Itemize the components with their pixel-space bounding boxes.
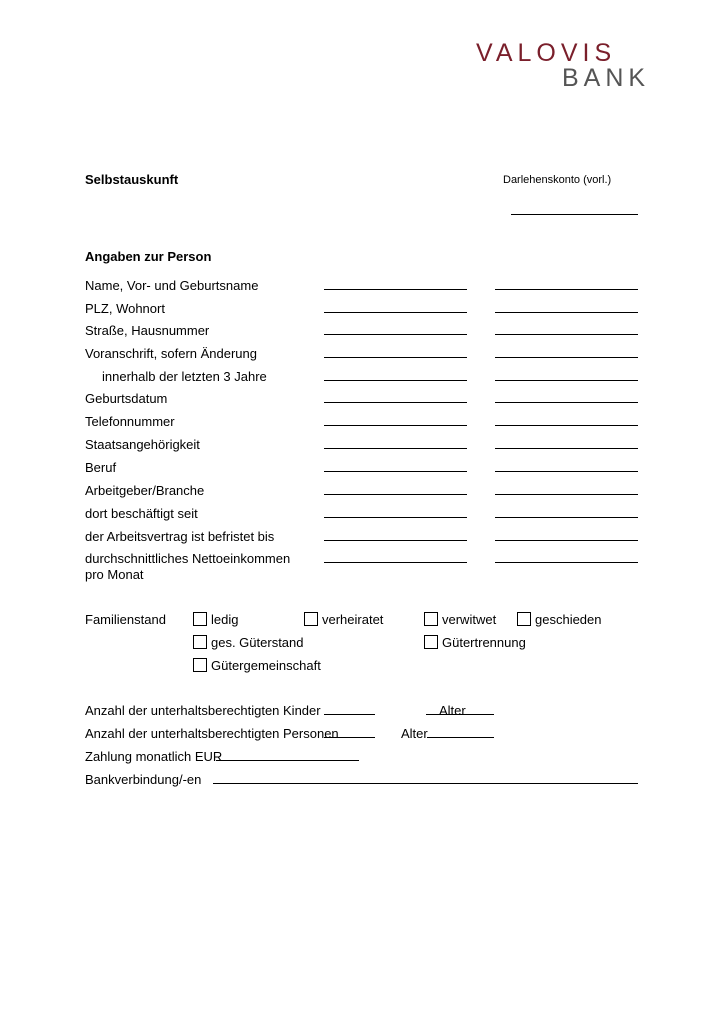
field-label-geburtsdatum: Geburtsdatum xyxy=(85,391,168,406)
checkbox-label-guetertrennung: Gütertrennung xyxy=(442,635,526,650)
field-label-nettoeinkommen: durchschnittliches Nettoeinkommen xyxy=(85,551,291,566)
kinder-label: Anzahl der unterhaltsberechtigten Kinder xyxy=(85,703,321,718)
input-line-beruf-1[interactable] xyxy=(324,471,467,472)
alter-label-1: Alter xyxy=(439,703,466,718)
checkbox-label-verwitwet: verwitwet xyxy=(442,612,497,627)
bankverbindung-label: Bankverbindung/-en xyxy=(85,772,202,787)
input-line-alter-2[interactable] xyxy=(427,737,494,738)
checkbox-label-ledig: ledig xyxy=(211,612,239,627)
logo-line1: VALOVIS xyxy=(476,40,617,67)
input-line-einkommen-1[interactable] xyxy=(324,562,467,563)
input-line-name-1[interactable] xyxy=(324,289,467,290)
konto-input-line[interactable] xyxy=(511,214,638,215)
valovis-bank-logo xyxy=(476,40,676,90)
input-line-geburtsdatum-2[interactable] xyxy=(495,402,638,403)
input-line-strasse-1[interactable] xyxy=(324,334,467,335)
personen-label: Anzahl der unterhaltsberechtigten Personen xyxy=(85,726,339,741)
input-line-zahlung[interactable] xyxy=(216,760,359,761)
alter-label-2: Alter xyxy=(401,726,428,741)
input-line-staat-1[interactable] xyxy=(324,448,467,449)
field-label-beschaeftigt-seit: dort beschäftigt seit xyxy=(85,506,198,521)
input-line-seit-2[interactable] xyxy=(495,517,638,518)
input-line-seit-1[interactable] xyxy=(324,517,467,518)
input-line-plz-2[interactable] xyxy=(495,312,638,313)
checkbox-ges-gueterstand[interactable] xyxy=(193,635,207,649)
checkbox-verheiratet[interactable] xyxy=(304,612,318,626)
checkbox-guetergemeinschaft[interactable] xyxy=(193,658,207,672)
input-line-bankverbindung[interactable] xyxy=(213,783,638,784)
input-line-strasse-2[interactable] xyxy=(495,334,638,335)
checkbox-ledig[interactable] xyxy=(193,612,207,626)
field-label-voranschrift: Voranschrift, sofern Änderung xyxy=(85,346,257,361)
input-line-beruf-2[interactable] xyxy=(495,471,638,472)
checkbox-label-guetergemeinschaft: Gütergemeinschaft xyxy=(211,658,321,673)
input-line-geburtsdatum-1[interactable] xyxy=(324,402,467,403)
input-line-personen[interactable] xyxy=(324,737,375,738)
checkbox-verwitwet[interactable] xyxy=(424,612,438,626)
input-line-befristet-2[interactable] xyxy=(495,540,638,541)
familienstand-label: Familienstand xyxy=(85,612,166,627)
input-line-telefon-2[interactable] xyxy=(495,425,638,426)
konto-label: Darlehenskonto (vorl.) xyxy=(503,174,612,186)
field-label-staatsangehoerigkeit: Staatsangehörigkeit xyxy=(85,437,200,452)
checkbox-guetertrennung[interactable] xyxy=(424,635,438,649)
field-label-beruf: Beruf xyxy=(85,460,117,475)
input-line-zeitraum-2[interactable] xyxy=(495,380,638,381)
input-line-zeitraum-1[interactable] xyxy=(324,380,467,381)
input-line-alter-1[interactable] xyxy=(426,714,494,715)
logo-line2: BANK xyxy=(562,64,651,90)
field-label-strasse: Straße, Hausnummer xyxy=(85,323,210,338)
checkbox-label-ges-gueterstand: ges. Güterstand xyxy=(211,635,304,650)
input-line-telefon-1[interactable] xyxy=(324,425,467,426)
checkbox-label-geschieden: geschieden xyxy=(535,612,602,627)
input-line-plz-1[interactable] xyxy=(324,312,467,313)
input-line-staat-2[interactable] xyxy=(495,448,638,449)
zahlung-label: Zahlung monatlich EUR xyxy=(85,749,223,764)
checkbox-geschieden[interactable] xyxy=(517,612,531,626)
field-label-pro-monat: pro Monat xyxy=(85,567,144,582)
input-line-einkommen-2[interactable] xyxy=(495,562,638,563)
field-label-telefon: Telefonnummer xyxy=(85,414,175,429)
field-label-voranschrift-zeitraum: innerhalb der letzten 3 Jahre xyxy=(102,369,267,384)
input-line-voranschrift-1[interactable] xyxy=(324,357,467,358)
section-heading: Angaben zur Person xyxy=(85,249,212,264)
input-line-kinder[interactable] xyxy=(324,714,375,715)
field-label-plz: PLZ, Wohnort xyxy=(85,301,165,316)
input-line-name-2[interactable] xyxy=(495,289,638,290)
input-line-arbeitgeber-2[interactable] xyxy=(495,494,638,495)
field-label-arbeitgeber: Arbeitgeber/Branche xyxy=(85,483,205,498)
field-label-name: Name, Vor- und Geburtsname xyxy=(85,278,259,293)
input-line-voranschrift-2[interactable] xyxy=(495,357,638,358)
checkbox-label-verheiratet: verheiratet xyxy=(322,612,384,627)
form-title: Selbstauskunft xyxy=(85,172,179,187)
field-label-befristet: der Arbeitsvertrag ist befristet bis xyxy=(85,529,275,544)
input-line-befristet-1[interactable] xyxy=(324,540,467,541)
input-line-arbeitgeber-1[interactable] xyxy=(324,494,467,495)
